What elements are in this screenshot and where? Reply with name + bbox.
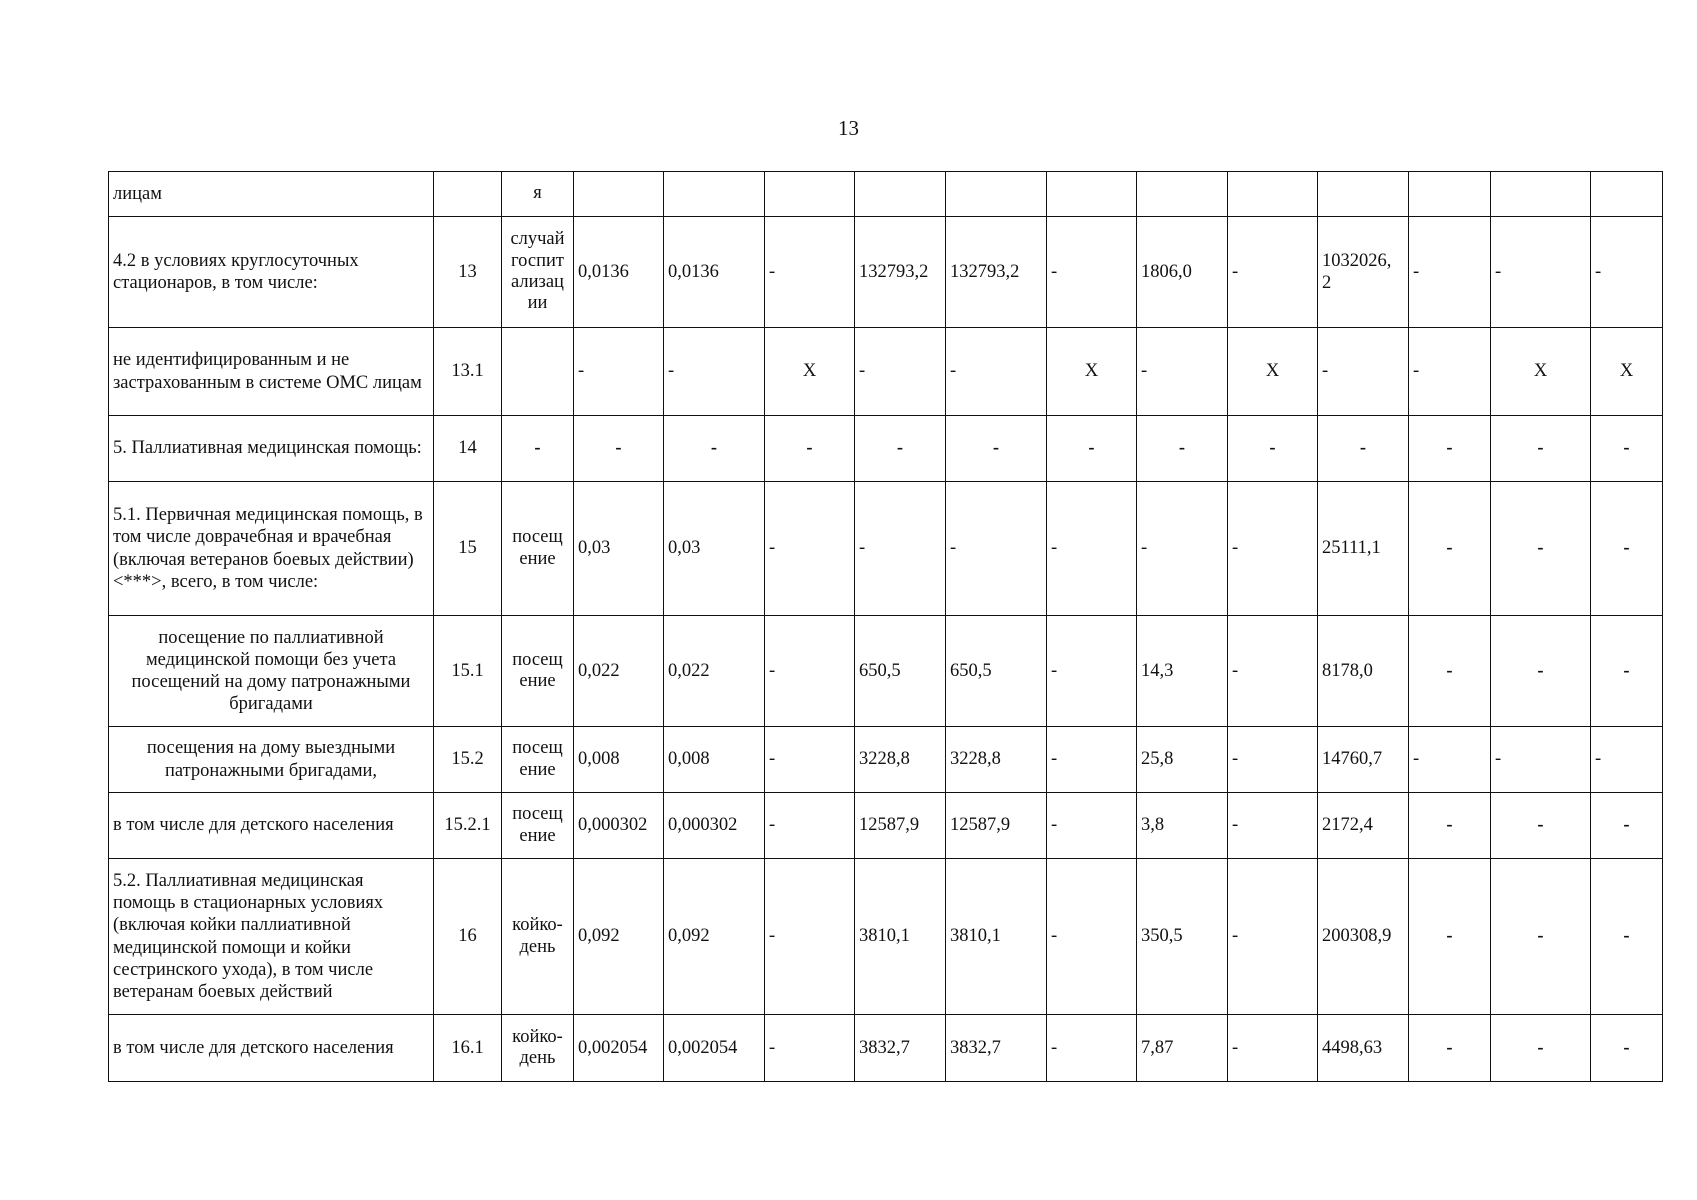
cell: - [765, 616, 855, 727]
row-unit: посещ ение [512, 527, 563, 569]
cell: 0,022 [574, 616, 664, 727]
cell: - [1047, 727, 1137, 793]
cell: - [1491, 482, 1591, 616]
cell: - [1409, 1015, 1491, 1082]
row-label: 5.2. Паллиативная медицинская помощь в стационарных условиях (включая койки паллиативной медицинской помощи и койки сестринского ухода), в том числе ветеранам боевых действий [109, 859, 434, 1015]
cell: 200308,9 [1318, 859, 1409, 1015]
cell: 0,022 [664, 616, 765, 727]
cell [1591, 172, 1663, 217]
row-code: 15.2.1 [434, 793, 502, 859]
row-code: 15.1 [434, 616, 502, 727]
cell: - [1047, 793, 1137, 859]
row-label: посещение по паллиативной медицинской помощи без учета посещений на дому патронажными бригадами [109, 616, 434, 727]
row-unit: койко- день [512, 1026, 563, 1068]
cell: - [1228, 1015, 1318, 1082]
cell: - [664, 328, 765, 416]
cell: - [1491, 1015, 1591, 1082]
cell: 4498,63 [1318, 1015, 1409, 1082]
cell: - [1409, 328, 1491, 416]
cell: - [1409, 793, 1491, 859]
cell: 0,092 [574, 859, 664, 1015]
cell: 14,3 [1137, 616, 1228, 727]
cell: 12587,9 [855, 793, 946, 859]
cell: 1806,0 [1137, 217, 1228, 328]
cell: - [1318, 416, 1409, 482]
cell: - [574, 328, 664, 416]
table-row [109, 172, 1663, 217]
table-row [109, 416, 1663, 482]
cell: - [855, 482, 946, 616]
table-row [109, 217, 1663, 328]
table-row [109, 328, 1663, 416]
cell [1047, 172, 1137, 217]
cell: 0,002054 [574, 1015, 664, 1082]
cell: - [765, 416, 855, 482]
cell: - [1591, 482, 1663, 616]
cell: 650,5 [946, 616, 1047, 727]
table-row [109, 793, 1663, 859]
cell: - [1591, 793, 1663, 859]
cell: 8178,0 [1318, 616, 1409, 727]
row-code: 16.1 [434, 1015, 502, 1082]
cell: 14760,7 [1318, 727, 1409, 793]
cell: 25111,1 [1318, 482, 1409, 616]
cell: - [1591, 1015, 1663, 1082]
cell: - [1591, 217, 1663, 328]
cell: Х [1591, 328, 1663, 416]
cell: - [946, 482, 1047, 616]
cell: 3228,8 [946, 727, 1047, 793]
cell: - [1491, 859, 1591, 1015]
data-table [108, 171, 1663, 1082]
cell: 12587,9 [946, 793, 1047, 859]
row-unit: койко- день [512, 915, 563, 957]
cell: - [1047, 217, 1137, 328]
table-row [109, 482, 1663, 616]
cell: - [1137, 482, 1228, 616]
row-label: в том числе для детского населения [109, 1015, 434, 1082]
cell: - [502, 416, 574, 482]
row-code [434, 172, 502, 217]
cell: 3832,7 [855, 1015, 946, 1082]
cell: - [1591, 416, 1663, 482]
cell [1318, 172, 1409, 217]
row-unit: посещ ение [512, 804, 563, 846]
row-code: 15 [434, 482, 502, 616]
cell: - [1491, 217, 1591, 328]
cell: 1032026, 2 [1318, 217, 1409, 328]
cell: Х [765, 328, 855, 416]
cell: - [1591, 859, 1663, 1015]
cell: - [1137, 416, 1228, 482]
cell: - [1409, 217, 1491, 328]
row-label: 5. Паллиативная медицинская помощь: [109, 416, 434, 482]
cell: 350,5 [1137, 859, 1228, 1015]
row-label: 4.2 в условиях круглосуточных стационаров, в том числе: [109, 217, 434, 328]
cell [574, 172, 664, 217]
cell: - [765, 1015, 855, 1082]
table-row [109, 616, 1663, 727]
cell: - [855, 416, 946, 482]
row-code: 13.1 [434, 328, 502, 416]
cell [946, 172, 1047, 217]
cell: - [1409, 482, 1491, 616]
cell: Х [1491, 328, 1591, 416]
cell: 7,87 [1137, 1015, 1228, 1082]
cell: 3832,7 [946, 1015, 1047, 1082]
cell: 2172,4 [1318, 793, 1409, 859]
cell: 0,0136 [664, 217, 765, 328]
cell: Х [1228, 328, 1318, 416]
cell: - [1491, 793, 1591, 859]
row-label: в том числе для детского населения [109, 793, 434, 859]
cell: 0,000302 [664, 793, 765, 859]
cell: - [1047, 416, 1137, 482]
cell: - [765, 793, 855, 859]
row-unit: посещ ение [512, 738, 563, 780]
cell: - [855, 328, 946, 416]
cell: - [765, 727, 855, 793]
cell: - [1491, 416, 1591, 482]
row-label: 5.1. Первичная медицинская помощь, в том числе доврачебная и врачебная (включая ветеранов боевых действии) <***>, всего, в том числе: [109, 482, 434, 616]
cell: - [1228, 217, 1318, 328]
cell: - [946, 416, 1047, 482]
table-row [109, 727, 1663, 793]
cell: 0,008 [664, 727, 765, 793]
cell [855, 172, 946, 217]
row-unit [502, 328, 574, 416]
cell: - [1228, 859, 1318, 1015]
cell: - [765, 482, 855, 616]
cell: 0,000302 [574, 793, 664, 859]
cell: 0,002054 [664, 1015, 765, 1082]
cell: - [1047, 616, 1137, 727]
cell [1137, 172, 1228, 217]
cell: 25,8 [1137, 727, 1228, 793]
cell: 3810,1 [855, 859, 946, 1015]
cell: - [1591, 616, 1663, 727]
cell [664, 172, 765, 217]
cell: 3,8 [1137, 793, 1228, 859]
cell [1491, 172, 1591, 217]
row-code: 14 [434, 416, 502, 482]
cell [1409, 172, 1491, 217]
cell: 0,008 [574, 727, 664, 793]
cell: 0,03 [664, 482, 765, 616]
cell: - [1228, 793, 1318, 859]
cell: - [1409, 616, 1491, 727]
row-code: 15.2 [434, 727, 502, 793]
cell: - [1491, 727, 1591, 793]
cell: - [946, 328, 1047, 416]
cell: - [1228, 416, 1318, 482]
cell: 0,092 [664, 859, 765, 1015]
cell: - [1047, 482, 1137, 616]
cell: - [1318, 328, 1409, 416]
row-label: посещения на дому выездными патронажными бригадами, [109, 727, 434, 793]
row-code: 16 [434, 859, 502, 1015]
cell: - [1137, 328, 1228, 416]
row-label: не идентифицированным и не застрахованным в системе ОМС лицам [109, 328, 434, 416]
cell: - [1409, 416, 1491, 482]
cell: - [1228, 482, 1318, 616]
cell: 0,0136 [574, 217, 664, 328]
cell [1228, 172, 1318, 217]
row-unit: я [502, 172, 574, 217]
cell: - [1409, 859, 1491, 1015]
row-unit: случай госпит ализац ии [510, 229, 565, 314]
cell: - [664, 416, 765, 482]
page-number: 13 [838, 116, 859, 140]
cell: - [574, 416, 664, 482]
cell: - [1228, 727, 1318, 793]
cell [765, 172, 855, 217]
row-code: 13 [434, 217, 502, 328]
cell: - [765, 217, 855, 328]
cell: 3228,8 [855, 727, 946, 793]
cell: Х [1047, 328, 1137, 416]
cell: 3810,1 [946, 859, 1047, 1015]
cell: - [1047, 1015, 1137, 1082]
cell: - [1591, 727, 1663, 793]
row-label: лицам [109, 172, 434, 217]
cell: - [1047, 859, 1137, 1015]
cell: - [765, 859, 855, 1015]
table-row [109, 1015, 1663, 1082]
cell: 132793,2 [855, 217, 946, 328]
row-unit: посещ ение [512, 649, 563, 691]
cell: 650,5 [855, 616, 946, 727]
cell: 132793,2 [946, 217, 1047, 328]
cell: - [1409, 727, 1491, 793]
cell: - [1491, 616, 1591, 727]
cell: 0,03 [574, 482, 664, 616]
cell: - [1228, 616, 1318, 727]
table-row [109, 859, 1663, 1015]
